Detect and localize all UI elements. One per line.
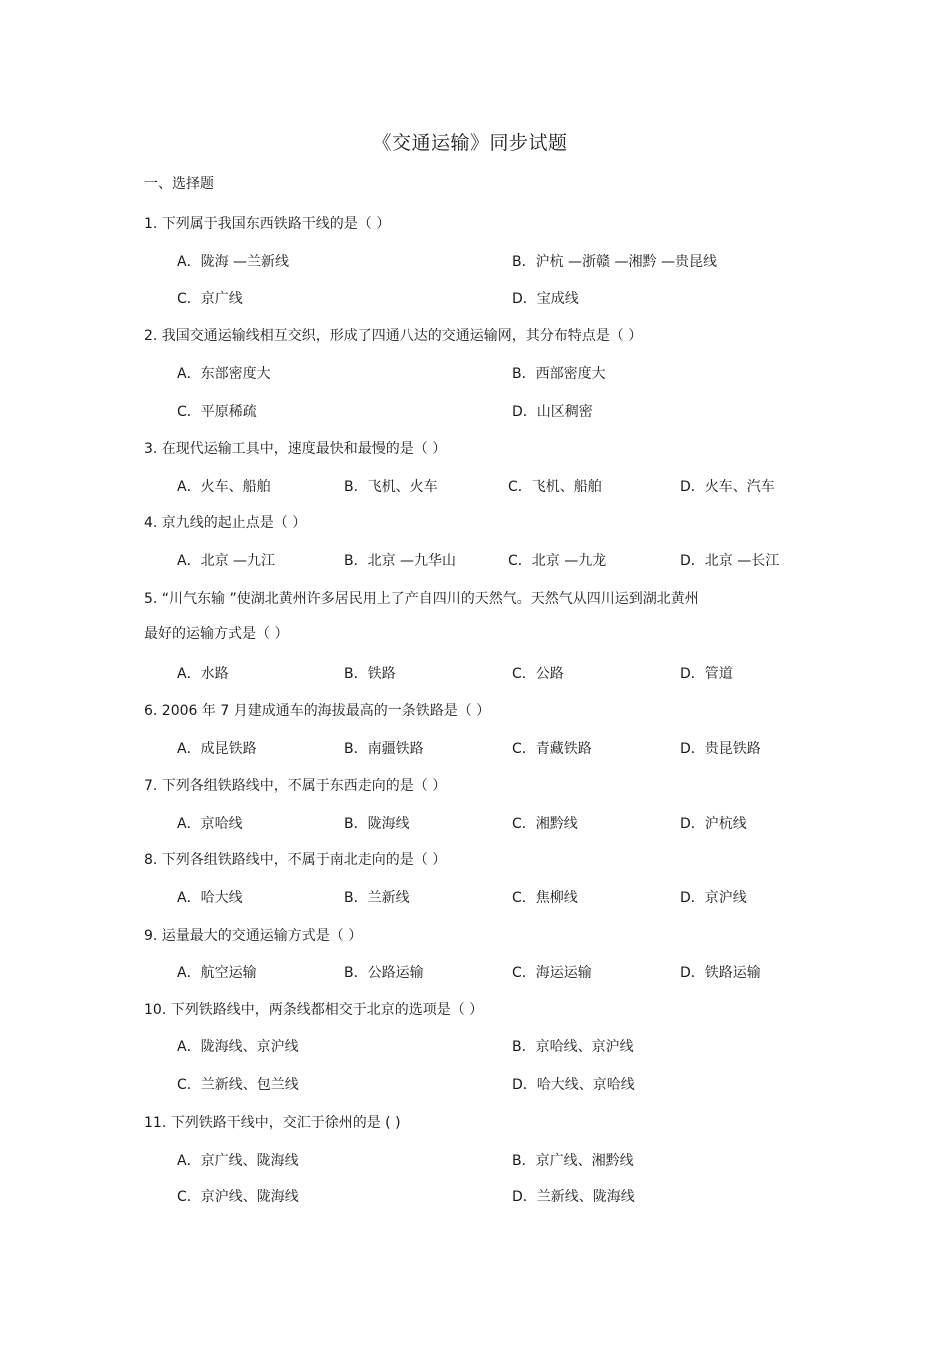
q9-option-a: A．航空运输 <box>177 965 257 981</box>
q3-option-d: D．火车、汽车 <box>680 479 775 495</box>
q6-option-c: C．青藏铁路 <box>512 741 592 757</box>
section-heading: 一、选择题 <box>144 176 214 192</box>
question-7: 7. 下列各组铁路线中，不属于东西走向的是（ ） <box>144 778 447 794</box>
q1-option-d: D．宝成线 <box>512 291 579 307</box>
q4-option-a: A．北京 —九江 <box>177 553 276 569</box>
q6-option-b: B．南疆铁路 <box>344 741 424 757</box>
q2-option-c: C．平原稀疏 <box>177 404 257 420</box>
q7-option-d: D．沪杭线 <box>680 816 747 832</box>
q5-option-c: C．公路 <box>512 666 564 682</box>
q8-option-d: D．京沪线 <box>680 890 747 906</box>
q1-option-a: A．陇海 —兰新线 <box>177 254 290 270</box>
q10-option-d: D．哈大线、京哈线 <box>512 1077 635 1093</box>
q2-option-d: D．山区稠密 <box>512 404 593 420</box>
q11-option-d: D．兰新线、陇海线 <box>512 1189 635 1205</box>
q11-option-c: C．京沪线、陇海线 <box>177 1189 299 1205</box>
q1-option-b: B．沪杭 —浙赣 —湘黔 —贵昆线 <box>512 254 717 270</box>
q10-option-b: B．京哈线、京沪线 <box>512 1039 634 1055</box>
q9-option-b: B．公路运输 <box>344 965 424 981</box>
question-1: 1. 下列属于我国东西铁路干线的是（ ） <box>144 216 391 232</box>
q3-option-b: B．飞机、火车 <box>344 479 438 495</box>
question-4: 4. 京九线的起止点是（ ） <box>144 515 307 531</box>
q7-option-a: A．京哈线 <box>177 816 243 832</box>
q5-option-b: B．铁路 <box>344 666 396 682</box>
q5-option-a: A．水路 <box>177 666 229 682</box>
q7-option-b: B．陇海线 <box>344 816 410 832</box>
q5-option-d: D．管道 <box>680 666 733 682</box>
q3-option-c: C．飞机、船舶 <box>508 479 602 495</box>
q2-option-b: B．西部密度大 <box>512 366 606 382</box>
q7-option-c: C．湘黔线 <box>512 816 578 832</box>
q8-option-b: B．兰新线 <box>344 890 410 906</box>
q10-option-a: A．陇海线、京沪线 <box>177 1039 299 1055</box>
page-title: 《交通运输》同步试题 <box>372 132 568 154</box>
question-5: 5. “川气东输 ”使湖北黄州许多居民用上了产自四川的天然气。天然气从四川运到湖北黄州 <box>144 591 699 607</box>
question-11: 11. 下列铁路干线中，交汇于徐州的是 ( ) <box>144 1115 401 1131</box>
question-6: 6. 2006 年 7 月建成通车的海拔最高的一条铁路是（ ） <box>144 703 491 719</box>
question-9: 9. 运量最大的交通运输方式是（ ） <box>144 928 363 944</box>
q9-option-c: C．海运运输 <box>512 965 592 981</box>
q10-option-c: C．兰新线、包兰线 <box>177 1077 299 1093</box>
question-3: 3. 在现代运输工具中，速度最快和最慢的是（ ） <box>144 441 447 457</box>
q2-option-a: A．东部密度大 <box>177 366 271 382</box>
q3-option-a: A．火车、船舶 <box>177 479 271 495</box>
q6-option-a: A．成昆铁路 <box>177 741 257 757</box>
q6-option-d: D．贵昆铁路 <box>680 741 761 757</box>
q9-option-d: D．铁路运输 <box>680 965 761 981</box>
q1-option-c: C．京广线 <box>177 291 243 307</box>
q4-option-d: D．北京 —长江 <box>680 553 780 569</box>
q4-option-c: C．北京 —九龙 <box>508 553 607 569</box>
q8-option-c: C．焦柳线 <box>512 890 578 906</box>
q11-option-b: B．京广线、湘黔线 <box>512 1153 634 1169</box>
question-8: 8. 下列各组铁路线中，不属于南北走向的是（ ） <box>144 852 447 868</box>
question-2: 2. 我国交通运输线相互交织，形成了四通八达的交通运输网，其分布特点是（ ） <box>144 328 643 344</box>
question-10: 10. 下列铁路线中，两条线都相交于北京的选项是（ ） <box>144 1002 484 1018</box>
q8-option-a: A．哈大线 <box>177 890 243 906</box>
q11-option-a: A．京广线、陇海线 <box>177 1153 299 1169</box>
q4-option-b: B．北京 —九华山 <box>344 553 457 569</box>
question-5-continued: 最好的运输方式是（ ） <box>144 626 289 642</box>
